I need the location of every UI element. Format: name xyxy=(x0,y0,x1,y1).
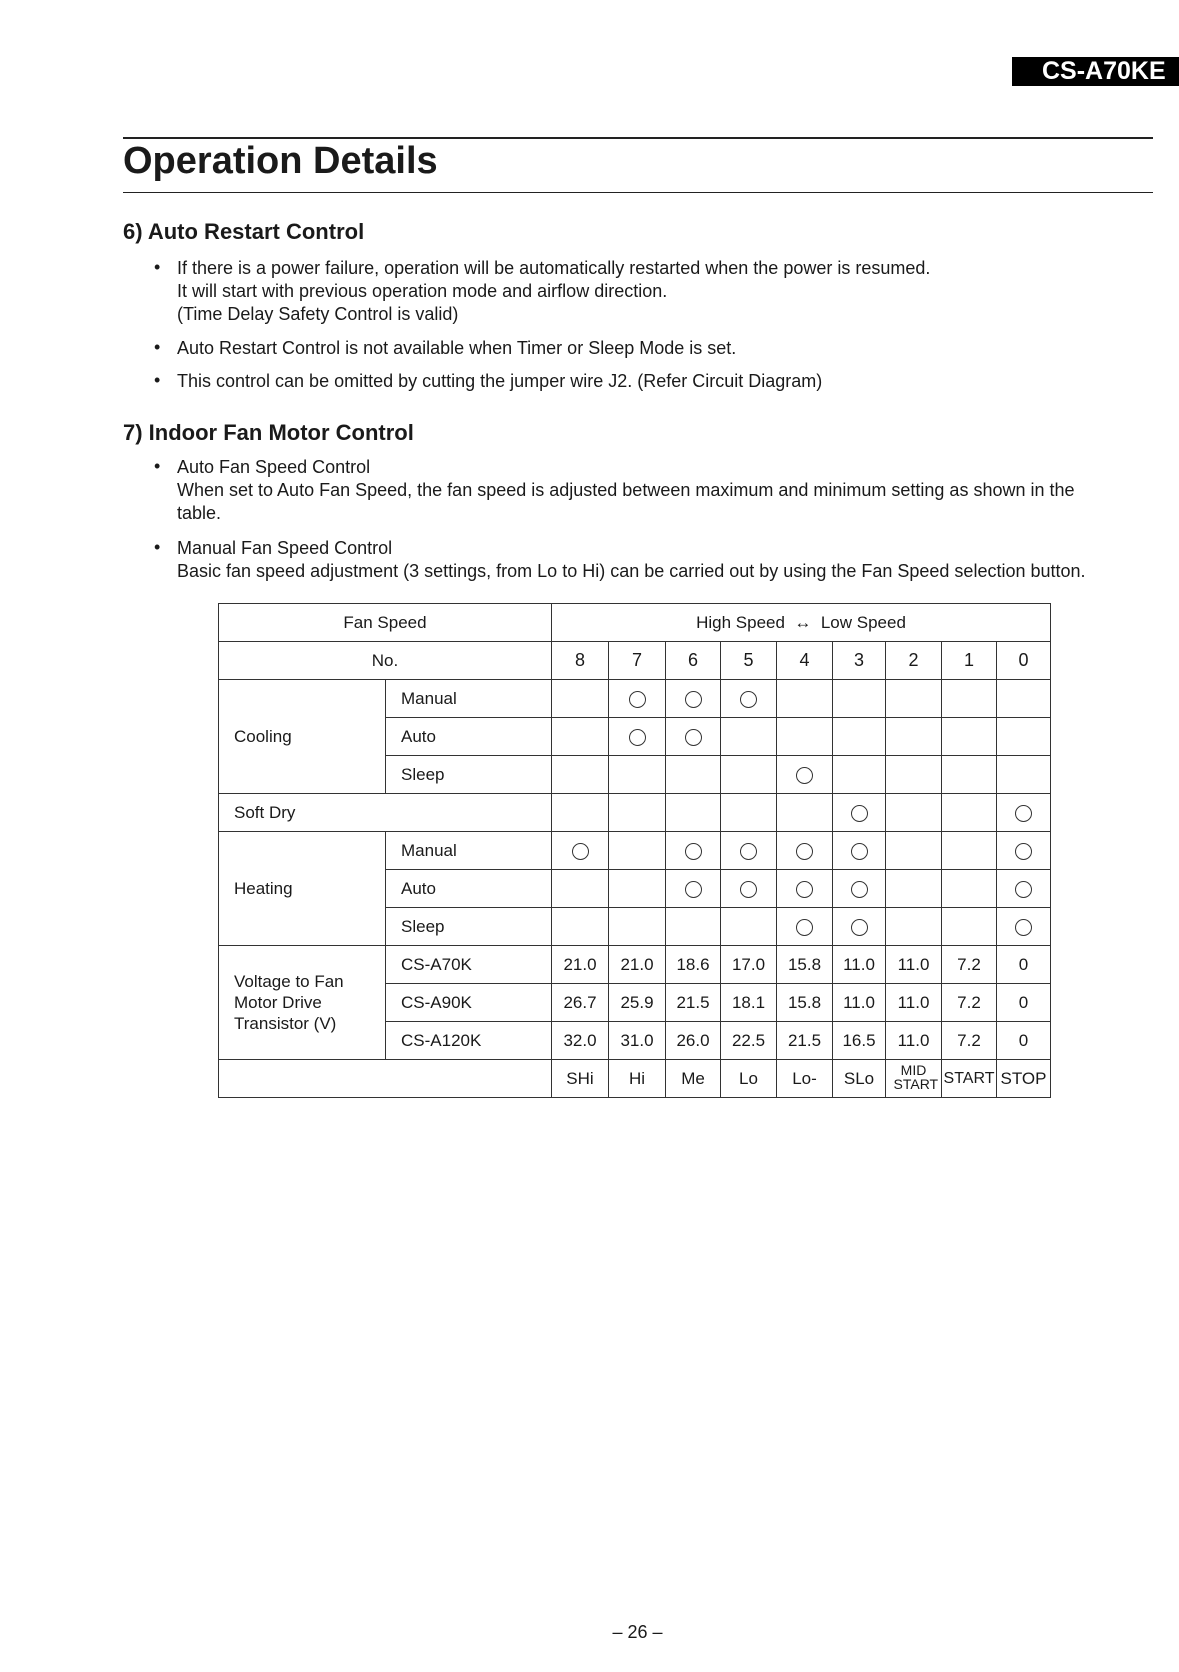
mark-cell xyxy=(997,832,1051,870)
bullet-icon: • xyxy=(154,257,161,277)
model-label: CS-A70K xyxy=(386,946,552,984)
mark-cell xyxy=(666,870,721,908)
voltage-value: 22.5 xyxy=(721,1022,777,1060)
voltage-value: 0 xyxy=(997,984,1051,1022)
voltage-value: 31.0 xyxy=(609,1022,666,1060)
bullet-line: Basic fan speed adjustment (3 settings, from Lo to Hi) can be carried out by using the Fan Speed selection button. xyxy=(177,561,1086,581)
mark-cell xyxy=(942,794,997,832)
circle-mark-icon xyxy=(1015,919,1032,936)
mark-cell xyxy=(833,832,886,870)
circle-mark-icon xyxy=(796,843,813,860)
mark-cell xyxy=(777,870,833,908)
circle-mark-icon xyxy=(740,843,757,860)
voltage-value: 7.2 xyxy=(942,984,997,1022)
mark-cell xyxy=(721,756,777,794)
mark-cell xyxy=(886,756,942,794)
mark-cell xyxy=(666,794,721,832)
bullet-line: Auto Restart Control is not available when Timer or Sleep Mode is set. xyxy=(177,338,737,358)
bullet-line: This control can be omitted by cutting the jumper wire J2. (Refer Circuit Diagram) xyxy=(177,371,823,391)
voltage-label: Voltage to Fan Motor Drive Transistor (V) xyxy=(219,946,386,1060)
table-row xyxy=(219,832,1051,870)
voltage-value: 11.0 xyxy=(886,946,942,984)
speed-name: Me xyxy=(666,1060,721,1098)
submode-label: Manual xyxy=(386,832,552,870)
mark-cell xyxy=(666,908,721,946)
speed-number: 1 xyxy=(942,642,997,680)
mark-cell xyxy=(552,832,609,870)
submode-label: Sleep xyxy=(386,756,552,794)
mark-cell xyxy=(721,908,777,946)
voltage-value: 15.8 xyxy=(777,946,833,984)
mark-cell xyxy=(942,870,997,908)
submode-label: Auto xyxy=(386,870,552,908)
mark-cell xyxy=(721,718,777,756)
circle-mark-icon xyxy=(851,843,868,860)
speed-name-text: MID START xyxy=(893,1062,939,1092)
circle-mark-icon xyxy=(1015,881,1032,898)
bullet-line: It will start with previous operation mode and airflow direction. xyxy=(177,281,668,301)
circle-mark-icon xyxy=(740,691,757,708)
circle-mark-icon xyxy=(572,843,589,860)
circle-mark-icon xyxy=(796,881,813,898)
speed-name: STOP xyxy=(997,1060,1051,1098)
circle-mark-icon xyxy=(685,843,702,860)
no-header: No. xyxy=(219,642,552,680)
mark-cell xyxy=(721,680,777,718)
mark-cell xyxy=(942,832,997,870)
mark-cell xyxy=(942,680,997,718)
mark-cell xyxy=(886,794,942,832)
bullet-line: Auto Fan Speed Control xyxy=(177,457,371,477)
title-rule xyxy=(123,192,1153,193)
voltage-value: 0 xyxy=(997,946,1051,984)
speed-name xyxy=(886,1060,942,1098)
circle-mark-icon xyxy=(851,919,868,936)
speed-number: 7 xyxy=(609,642,666,680)
submode-label: Manual xyxy=(386,680,552,718)
speed-name: SLo xyxy=(833,1060,886,1098)
mark-cell xyxy=(997,908,1051,946)
voltage-value: 26.0 xyxy=(666,1022,721,1060)
mark-cell xyxy=(833,870,886,908)
mark-cell xyxy=(886,718,942,756)
voltage-value: 26.7 xyxy=(552,984,609,1022)
fan-speed-table xyxy=(218,603,1051,1098)
table-row xyxy=(219,680,1051,718)
mark-cell xyxy=(833,756,886,794)
mark-cell xyxy=(942,908,997,946)
bullet-icon: • xyxy=(154,456,161,476)
circle-mark-icon xyxy=(740,881,757,898)
voltage-value: 7.2 xyxy=(942,1022,997,1060)
voltage-value: 21.5 xyxy=(666,984,721,1022)
mark-cell xyxy=(609,870,666,908)
mark-cell xyxy=(777,718,833,756)
submode-label: Sleep xyxy=(386,908,552,946)
mark-cell xyxy=(552,680,609,718)
page-title: Operation Details xyxy=(123,140,438,182)
table-row xyxy=(219,794,1051,832)
mark-cell xyxy=(721,832,777,870)
speed-name: Lo xyxy=(721,1060,777,1098)
voltage-value: 18.1 xyxy=(721,984,777,1022)
mark-cell xyxy=(721,794,777,832)
voltage-value: 16.5 xyxy=(833,1022,886,1060)
bullet-icon: • xyxy=(154,370,161,390)
bullet-icon: • xyxy=(154,537,161,557)
voltage-value: 0 xyxy=(997,1022,1051,1060)
voltage-value: 7.2 xyxy=(942,946,997,984)
speed-number: 0 xyxy=(997,642,1051,680)
voltage-value: 32.0 xyxy=(552,1022,609,1060)
circle-mark-icon xyxy=(1015,843,1032,860)
page-number: – 26 – xyxy=(612,1622,663,1642)
voltage-value: 21.5 xyxy=(777,1022,833,1060)
mark-cell xyxy=(833,794,886,832)
voltage-value: 18.6 xyxy=(666,946,721,984)
section-heading-fan-motor: 7) Indoor Fan Motor Control xyxy=(123,420,414,445)
mark-cell xyxy=(552,756,609,794)
circle-mark-icon xyxy=(851,881,868,898)
speed-name: START xyxy=(942,1060,997,1098)
mark-cell xyxy=(721,870,777,908)
bullet-line: table. xyxy=(177,503,222,523)
voltage-value: 15.8 xyxy=(777,984,833,1022)
bullet-text xyxy=(177,337,1162,360)
mark-cell xyxy=(777,756,833,794)
table-row xyxy=(219,1060,1051,1098)
voltage-value: 21.0 xyxy=(552,946,609,984)
circle-mark-icon xyxy=(851,805,868,822)
mark-cell xyxy=(886,870,942,908)
voltage-value: 11.0 xyxy=(833,984,886,1022)
fan-speed-header: Fan Speed xyxy=(219,604,552,642)
speed-name: SHi xyxy=(552,1060,609,1098)
mark-cell xyxy=(552,794,609,832)
voltage-value: 11.0 xyxy=(833,946,886,984)
bullet-text xyxy=(177,537,1162,583)
speed-number: 3 xyxy=(833,642,886,680)
mark-cell xyxy=(552,870,609,908)
mark-cell xyxy=(997,680,1051,718)
circle-mark-icon xyxy=(685,881,702,898)
circle-mark-icon xyxy=(1015,805,1032,822)
blank-cell xyxy=(219,1060,552,1098)
bullet-text xyxy=(177,370,1162,393)
mark-cell xyxy=(833,908,886,946)
top-rule xyxy=(123,137,1153,139)
mark-cell xyxy=(997,718,1051,756)
speed-number: 2 xyxy=(886,642,942,680)
circle-mark-icon xyxy=(685,691,702,708)
mark-cell xyxy=(666,756,721,794)
speed-number: 4 xyxy=(777,642,833,680)
bullet-icon: • xyxy=(154,337,161,357)
mark-cell xyxy=(997,794,1051,832)
model-label: CS-A90K xyxy=(386,984,552,1022)
mark-cell xyxy=(609,908,666,946)
mark-cell xyxy=(942,756,997,794)
bullet-line: Manual Fan Speed Control xyxy=(177,538,393,558)
mark-cell xyxy=(997,870,1051,908)
speed-number: 5 xyxy=(721,642,777,680)
mark-cell xyxy=(997,756,1051,794)
mark-cell xyxy=(777,832,833,870)
model-badge: CS-A70KE xyxy=(1012,57,1179,86)
bullet-line: If there is a power failure, operation will be automatically restarted when the power is resumed. xyxy=(177,258,931,278)
mode-label: Soft Dry xyxy=(219,794,552,832)
mark-cell xyxy=(833,718,886,756)
circle-mark-icon xyxy=(685,729,702,746)
mark-cell xyxy=(552,908,609,946)
mark-cell xyxy=(886,908,942,946)
mark-cell xyxy=(886,832,942,870)
mark-cell xyxy=(666,680,721,718)
mark-cell xyxy=(609,794,666,832)
mark-cell xyxy=(609,756,666,794)
bullet-text xyxy=(177,456,1162,525)
mark-cell xyxy=(609,718,666,756)
speed-name: Lo- xyxy=(777,1060,833,1098)
circle-mark-icon xyxy=(796,767,813,784)
mark-cell xyxy=(886,680,942,718)
bullet-line: (Time Delay Safety Control is valid) xyxy=(177,304,459,324)
mark-cell xyxy=(609,680,666,718)
model-label: CS-A120K xyxy=(386,1022,552,1060)
mark-cell xyxy=(609,832,666,870)
circle-mark-icon xyxy=(629,691,646,708)
mode-label: Cooling xyxy=(219,680,386,794)
speed-number: 8 xyxy=(552,642,609,680)
speed-name: Hi xyxy=(609,1060,666,1098)
voltage-value: 21.0 xyxy=(609,946,666,984)
mark-cell xyxy=(777,794,833,832)
bullet-line: When set to Auto Fan Speed, the fan speed is adjusted between maximum and minimum setting as shown in the xyxy=(177,480,1075,500)
table-row xyxy=(219,946,1051,984)
mark-cell xyxy=(833,680,886,718)
submode-label: Auto xyxy=(386,718,552,756)
speed-number: 6 xyxy=(666,642,721,680)
section-heading-auto-restart: 6) Auto Restart Control xyxy=(123,219,365,244)
bullet-text xyxy=(177,257,1162,326)
circle-mark-icon xyxy=(629,729,646,746)
mark-cell xyxy=(666,832,721,870)
voltage-value: 17.0 xyxy=(721,946,777,984)
mark-cell xyxy=(552,718,609,756)
mark-cell xyxy=(942,718,997,756)
circle-mark-icon xyxy=(796,919,813,936)
mode-label: Heating xyxy=(219,832,386,946)
voltage-value: 11.0 xyxy=(886,1022,942,1060)
voltage-value: 11.0 xyxy=(886,984,942,1022)
speed-range-header: High Speed ↔ Low Speed xyxy=(552,604,1051,642)
mark-cell xyxy=(666,718,721,756)
voltage-value: 25.9 xyxy=(609,984,666,1022)
mark-cell xyxy=(777,908,833,946)
mark-cell xyxy=(777,680,833,718)
